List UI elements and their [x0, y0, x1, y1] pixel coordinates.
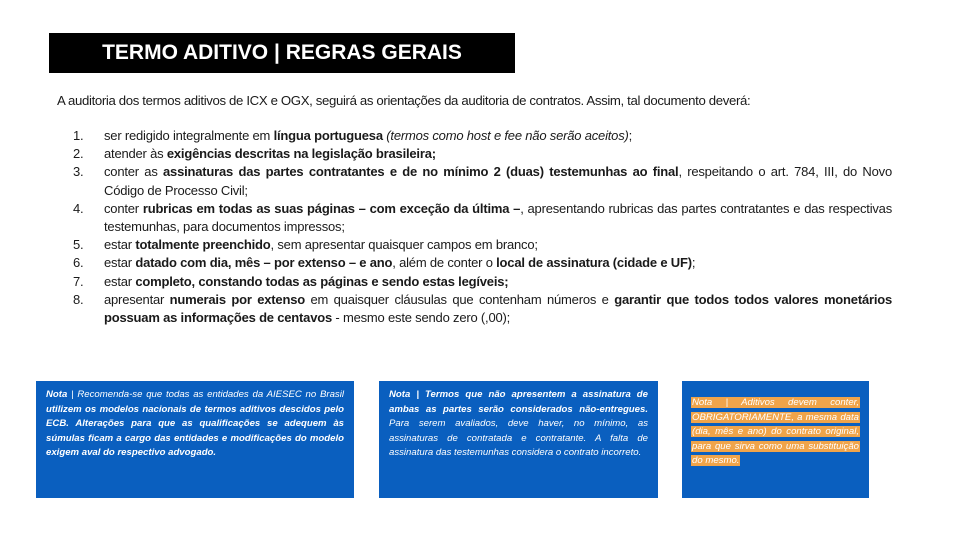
list-item-text — [104, 254, 892, 272]
emphasis-text: Nota | Termos que não apresentem a assinatura de ambas as partes serão considerados não-entregues. — [389, 389, 648, 415]
text-segment: conter as — [104, 164, 164, 180]
emphasis-text: assinaturas das partes contratantes e de no mínimo 2 (duas) testemunhas ao final — [163, 164, 679, 180]
text-segment: conter — [104, 200, 143, 216]
list-item-number: 3. — [73, 164, 84, 180]
text-segment: estar — [104, 255, 136, 271]
text-segment: ; — [691, 255, 696, 271]
emphasis-text: completo, constando todas as páginas e sendo estas legíveis; — [135, 273, 509, 289]
list-item — [73, 291, 892, 327]
text-segment: , apresentando rubricas das partes contratantes e das respectivas testemunhas, para documentos impressos; — [104, 200, 893, 235]
emphasis-text: rubricas em todas as suas páginas – com exceção da última – — [142, 200, 521, 216]
emphasis-text: datado com dia, mês – por extenso – e ano — [135, 255, 393, 271]
text-segment: , sem apresentar quaisquer campos em branco; — [270, 237, 538, 253]
list-item — [73, 236, 892, 254]
list-item — [73, 200, 892, 236]
text-segment: - mesmo este sendo zero (,00); — [332, 310, 511, 326]
list-item-text — [104, 145, 892, 163]
text-segment: estar — [104, 237, 136, 253]
list-item-text — [104, 291, 892, 327]
emphasis-text: totalmente preenchido — [135, 237, 271, 253]
list-item-number: 6. — [73, 255, 84, 271]
text-segment: ; — [628, 128, 633, 143]
text-segment: Para serem avaliados, deve haver, no mínimo, as assinaturas de contratada e contratante. A falta de assinatura das testemunhas considera o contrato incorreto. — [389, 418, 648, 459]
note-box-dates — [682, 381, 869, 498]
italic-text: (termos como host e fee não serão aceitos) — [386, 128, 629, 143]
list-item — [73, 273, 892, 291]
list-item — [73, 163, 892, 199]
emphasis-text: garantir que todos todos valores monetários possuam as informações de centavos — [104, 291, 893, 326]
text-segment: atender às — [104, 146, 167, 162]
list-item-number: 7. — [73, 273, 84, 289]
list-item-text — [104, 127, 892, 145]
list-item — [73, 145, 892, 163]
list-item-text — [104, 163, 892, 199]
note-text — [46, 389, 344, 458]
list-item-number: 4. — [73, 200, 84, 216]
list-item-text — [104, 236, 892, 254]
requirements-list — [73, 127, 892, 327]
text-segment: em quaisquer cláusulas que contenham números e — [304, 291, 615, 307]
text-segment: | Recomenda-se que todas as entidades da AIESEC no Brasil — [67, 389, 344, 400]
list-item-number: 2. — [73, 146, 84, 162]
emphasis-text: numerais por extenso — [169, 291, 305, 307]
list-item-text — [104, 200, 892, 236]
note-text — [389, 389, 648, 458]
emphasis-text: local de assinatura (cidade e UF) — [496, 255, 692, 271]
text-segment: apresentar — [104, 291, 170, 307]
text-segment: ser redigido integralmente em — [104, 128, 274, 143]
note-box-signatures — [379, 381, 658, 498]
text-segment: Nota | Aditivos devem conter, OBRIGATORIAMENTE, a mesma data (dia, mês e ano) do contrato original, para que sirva como uma substituição do mesmo. — [692, 397, 859, 467]
note-box-ecb-models — [36, 381, 354, 498]
note-text-highlighted — [691, 397, 860, 466]
emphasis-text: Nota — [46, 389, 68, 400]
text-segment: , além de conter o — [392, 255, 497, 271]
list-item — [73, 254, 892, 272]
list-item — [73, 127, 892, 145]
list-item-number: 1. — [73, 128, 84, 143]
emphasis-text: utilizem os modelos nacionais de termos aditivos descidos pelo ECB. Alterações para que as qualificações se adequem às súmulas ficam a cargo das entidades e modificações do modelo exigem aval do respectivo advogado. — [46, 403, 344, 459]
emphasis-text: língua portuguesa — [273, 128, 383, 143]
text-segment: estar — [104, 273, 136, 289]
list-item-number: 8. — [73, 291, 84, 307]
list-item-text — [104, 273, 892, 291]
emphasis-text: exigências descritas na legislação brasileira; — [166, 146, 436, 162]
intro-text: A auditoria dos termos aditivos de ICX e OGX, seguirá as orientações da auditoria de contratos. Assim, tal documento deverá: — [57, 93, 751, 108]
text-segment: , respeitando o art. 784, III, do Novo Código de Processo Civil; — [104, 164, 892, 198]
page-title: TERMO ADITIVO | REGRAS GERAIS — [49, 33, 515, 73]
list-item-number: 5. — [73, 237, 84, 253]
